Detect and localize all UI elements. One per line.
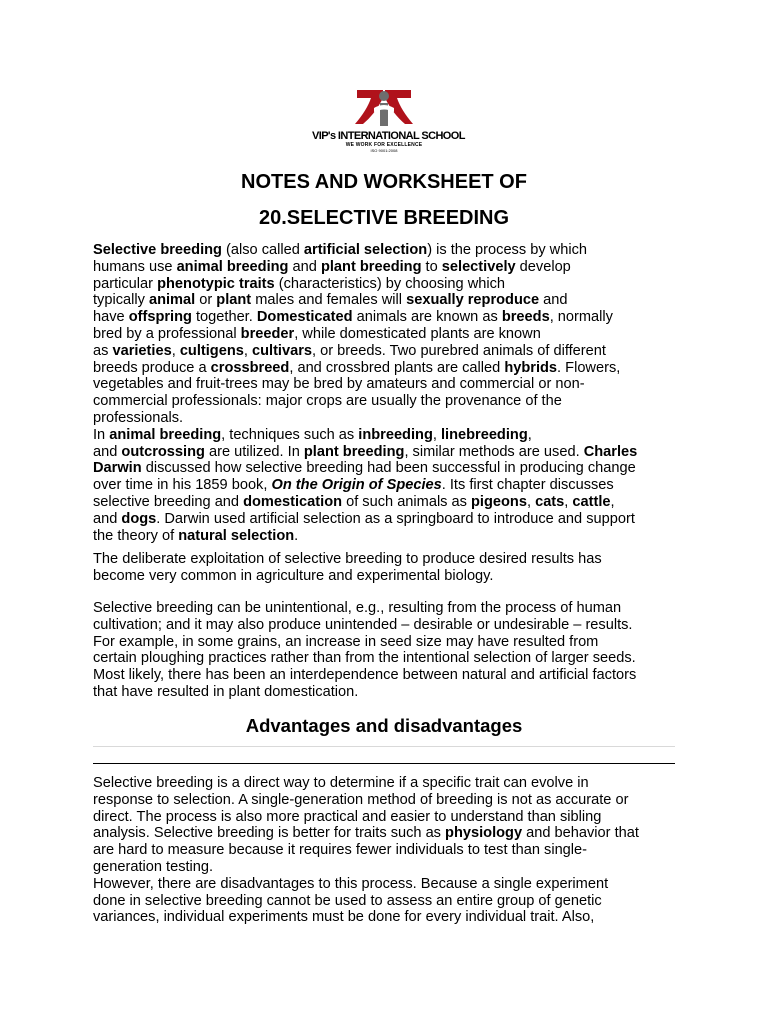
text-line: over time in his 1859 book, On the Origin of Species. Its first chapter discusses — [93, 477, 614, 494]
text-line: have offspring together. Domesticated animals are known as breeds, normally — [93, 309, 613, 326]
bold-term: hybrids — [504, 359, 558, 376]
bold-term: artificial selection — [303, 242, 428, 258]
bold-term: animal — [148, 292, 196, 309]
bold-term: cultivars — [251, 342, 313, 359]
school-tagline: WE WORK FOR EXCELLENCE — [345, 142, 423, 148]
bold-term: pigeons — [471, 493, 527, 510]
school-name: VIP's INTERNATIONAL SCHOOL — [312, 130, 465, 142]
bold-term: Selective breeding — [93, 242, 222, 258]
text-line: as varieties, cultigens, cultivars, or breeds. Two purebred animals of different — [93, 342, 606, 359]
divider-light — [93, 746, 675, 747]
text-line: humans use animal breeding and plant breeding to selectively develop — [93, 258, 571, 275]
text-line: typically animal or plant males and females will sexually reproduce and — [93, 292, 568, 309]
text-line: breeds produce a crossbreed, and crossbred plants are called hybrids. Flowers, — [93, 359, 621, 376]
bold-term: Charles — [583, 443, 638, 460]
bold-term: breeder — [240, 325, 295, 342]
text-line: direct. The process is also more practical and easier to understand than sibling — [93, 808, 602, 825]
text-line: Most likely, there has been an interdependence between natural and artificial factors — [93, 667, 637, 684]
text-line: and outcrossing are utilized. In plant breeding, similar methods are used. Charles — [93, 443, 638, 460]
bold-term: sexually reproduce — [406, 292, 540, 309]
bold-term: natural selection — [178, 527, 295, 544]
divider-dark — [93, 763, 675, 764]
section-heading-advantages: Advantages and disadvantages — [245, 715, 523, 736]
bold-term: selectively — [441, 258, 516, 275]
text-line: Darwin discussed how selective breeding had been successful in producing change — [93, 460, 636, 477]
bold-term: crossbreed — [210, 359, 290, 376]
school-emblem-icon — [349, 86, 419, 128]
text-line: that have resulted in plant domestication. — [93, 683, 359, 700]
text-line: Selective breeding is a direct way to determine if a specific trait can evolve in — [93, 775, 589, 791]
bold-term: animal breeding — [109, 426, 222, 443]
document-title-line-1: NOTES AND WORKSHEET OF — [241, 171, 527, 193]
document-title-line-2: 20.SELECTIVE BREEDING — [258, 207, 510, 229]
paragraph-exploitation — [93, 551, 683, 585]
book-title: On the Origin of Species — [271, 477, 442, 494]
text-line: response to selection. A single-generation method of breeding is not as accurate or — [93, 791, 629, 808]
text-line: For example, in some grains, an increase in seed size may have resulted from — [93, 633, 599, 650]
bold-term: breeds — [501, 309, 550, 326]
bold-term: domestication — [243, 493, 343, 510]
bold-term: inbreeding — [358, 426, 433, 443]
bold-term: cultigens — [179, 342, 244, 359]
paragraph-advantages — [93, 775, 683, 926]
text-line: bred by a professional breeder, while domesticated plants are known — [93, 325, 541, 342]
text-line: Selective breeding (also called artificial selection) is the process by which — [93, 242, 587, 258]
school-iso: ISO 9001:2008 — [370, 148, 398, 153]
text-line: certain ploughing practices rather than from the intentional selection of larger seeds. — [93, 650, 636, 667]
bold-term: plant breeding — [320, 258, 422, 275]
bold-term: plant breeding — [303, 443, 405, 460]
text-line: and dogs. Darwin used artificial selection as a springboard to introduce and support — [93, 510, 635, 527]
bold-term: animal breeding — [176, 258, 289, 275]
text-line: variances, individual experiments must be done for every individual trait. Also, — [93, 909, 595, 926]
text-line: However, there are disadvantages to this process. Because a single experiment — [93, 875, 609, 892]
text-line: professionals. — [93, 409, 184, 426]
text-line: Selective breeding can be unintentional, e.g., resulting from the process of human — [93, 600, 622, 616]
bold-term: physiology — [445, 825, 523, 842]
text-line: In animal breeding, techniques such as inbreeding, linebreeding, — [93, 426, 532, 443]
bold-term: plant — [216, 292, 252, 309]
text-line: analysis. Selective breeding is better for traits such as physiology and behavior that — [93, 825, 639, 842]
text-line: cultivation; and it may also produce unintended – desirable or undesirable – results. — [93, 616, 633, 633]
text-line: vegetables and fruit-trees may be bred by amateurs and commercial or non- — [93, 376, 585, 393]
bold-term: Domesticated — [256, 309, 353, 326]
text-line: done in selective breeding cannot be used to assess an entire group of genetic — [93, 892, 602, 909]
bold-term: outcrossing — [121, 443, 205, 460]
text-line: are hard to measure because it requires fewer individuals to test than single- — [93, 842, 588, 859]
text-line: generation testing. — [93, 858, 214, 875]
school-logo — [312, 86, 465, 158]
text-line: The deliberate exploitation of selective breeding to produce desired results has — [93, 551, 602, 567]
text-line: commercial professionals: major crops are usually the provenance of the — [93, 393, 562, 410]
bold-term: offspring — [128, 309, 192, 326]
bold-term: varieties — [112, 342, 172, 359]
bold-term: dogs — [121, 510, 157, 527]
bold-term: Darwin — [93, 460, 142, 477]
bold-term: phenotypic traits — [157, 275, 275, 292]
text-line: become very common in agriculture and experimental biology. — [93, 567, 494, 584]
bold-term: cats — [535, 493, 565, 510]
paragraph-intro — [93, 242, 683, 544]
paragraph-unintentional — [93, 600, 683, 701]
text-line: selective breeding and domestication of such animals as pigeons, cats, cattle, — [93, 493, 615, 510]
bold-term: linebreeding — [440, 426, 528, 443]
text-line: particular phenotypic traits (characteristics) by choosing which — [93, 275, 505, 292]
bold-term: cattle — [572, 493, 611, 510]
text-line: the theory of natural selection. — [93, 527, 299, 544]
